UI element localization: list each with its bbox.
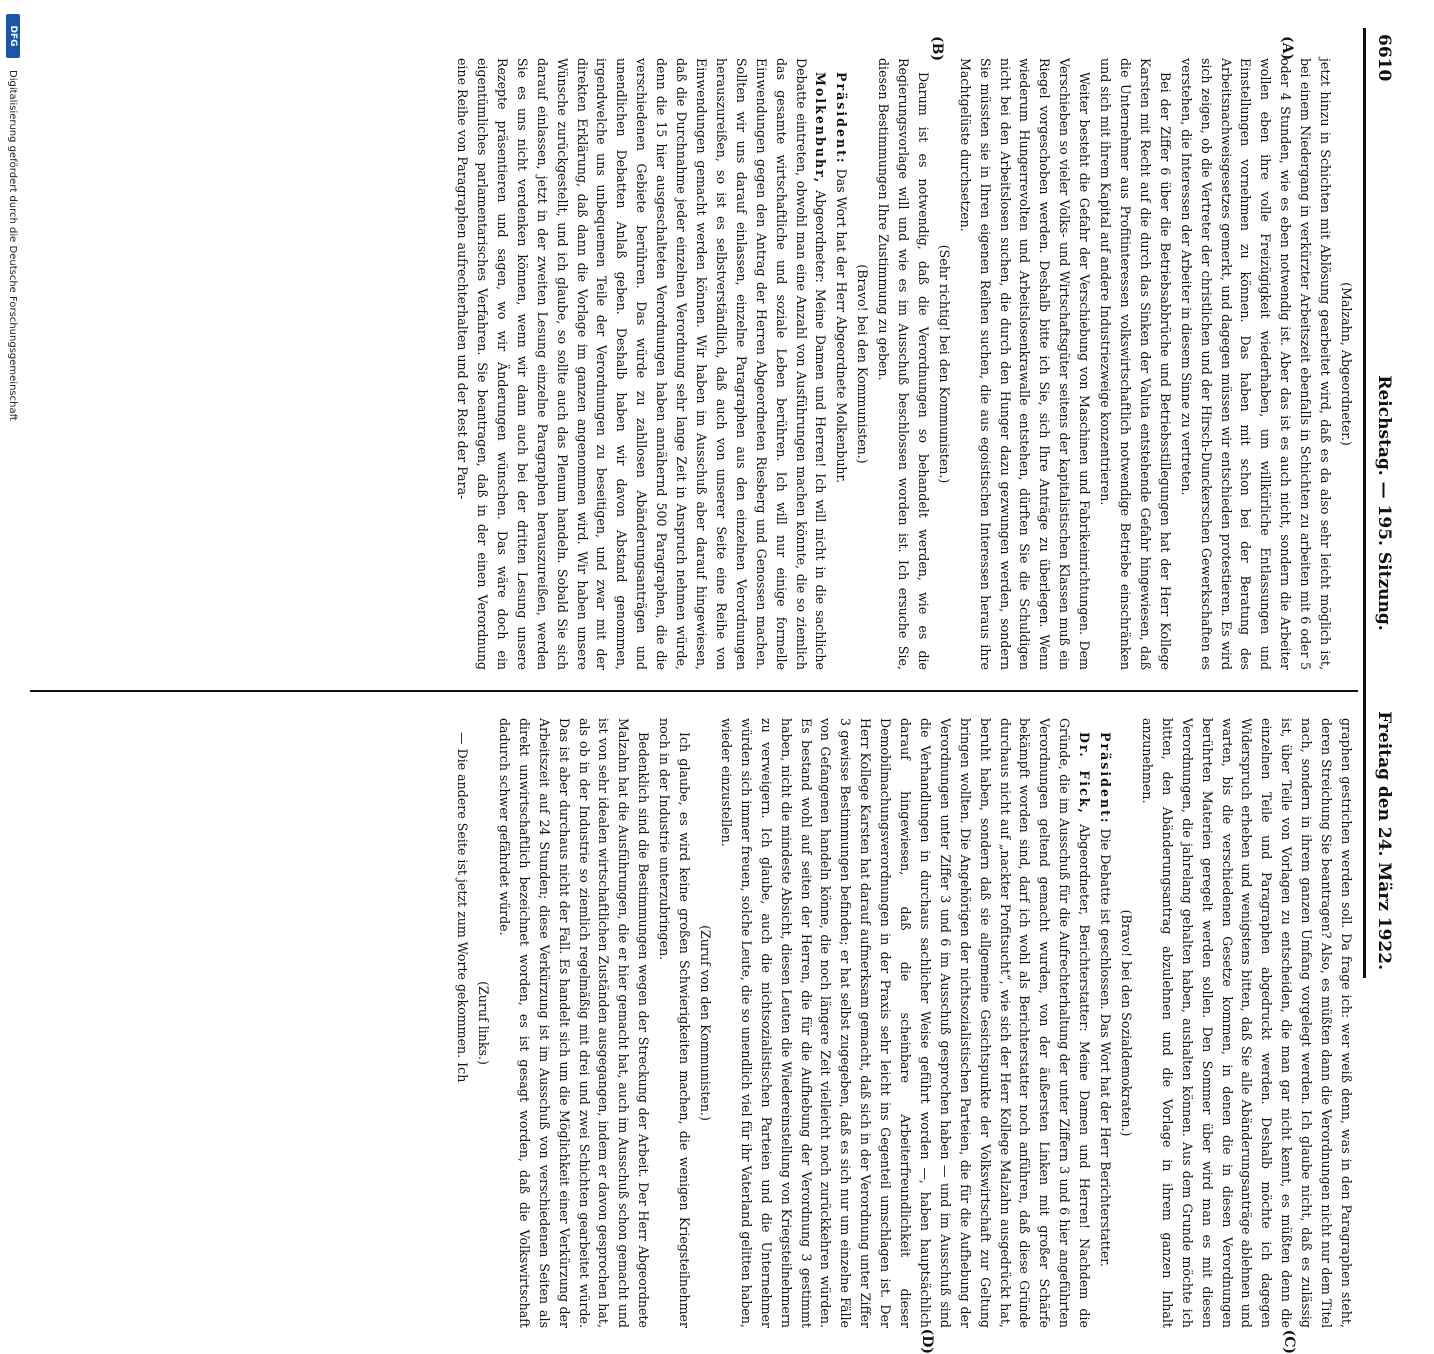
speaker-label: Dr. Fick,	[1077, 732, 1093, 815]
paragraph: jetzt hinzu in Schichten mit Ablösung gearbeitet wird, daß es da also sehr leicht möglich ist, bei einem Niedergang in verkürzter Arbeitszeit ebenfalls in Schichten zu arbeiten mit 6 oder 5 oder 4 Stunden, wie es eben notwendig ist. Aber das ist es auch nicht, sondern die Arbeiter wollen eben ihre volle Freizügigkeit wiederhaben, um willkürliche Entlassungen und Einstellungen vornehmen zu können. Das haben mit schon bei der Beratung des Arbeitsnachweisgesetzes gemerkt, und dagegen müssen wir entschieden protestieren. Es wird sich zeigen, ob die Vertreter der christlichen und der Hirsch-Dunckerschen Gewerkschaften es verstehen, die Interessen der Arbeiter in diesem Sinne zu vertreten.	[1178, 58, 1334, 670]
paragraph-text: Die Debatte ist geschlossen. Das Wort hat der Herr Berichterstatter.	[1098, 828, 1114, 1267]
interjection: (Sehr richtig! bei den Kommunisten.)	[936, 244, 952, 484]
paragraph: Ich glaube, es wird keine großen Schwierigkeiten machen, die wenigen Kriegsteilnehmer noch in der Industrie unterzubringen.	[657, 718, 693, 1328]
column-divider	[30, 690, 1358, 692]
margin-mark-a: (A)	[1279, 36, 1295, 61]
funding-note: Digitalisierung gefördert durch die Deutsche Forschungsgemeinschaft	[7, 70, 18, 421]
paragraph: — Die andere Seite ist jetzt zum Worte gekommen. Ich	[455, 732, 471, 1083]
speaker-continuation: (Malzahn, Abgeordneter.)	[1339, 282, 1354, 446]
speech	[452, 58, 830, 670]
paragraph: Bedenklich sind die Bestimmungen wegen der Streckung der Arbeit. Der Herr Abgeordnete Malzahn hat die Ausführungen, die er hier gemacht hat, auch im Ausschuß schon gemacht und ist von sehr idealen wirtschaftlichen Zuständen ausgegangen, indem er davon gesprochen hat, als ob in der Industrie so ziemlich regelmäßig mit drei und zwei Schichten gearbeitet würde. Das ist aber durchaus nicht der Fall. Es handelt sich um die Möglichkeit einer Verkürzung der Arbeitszeit auf 24 Stunden; diese Verkürzung ist im Ausschuß von verschiedenen Seiten als direkt unwirtschaftlich bezeichnet worden, es ist gesagt worden, daß die Volkswirtschaft dadurch schwer gefährdet würde.	[496, 718, 652, 1328]
right-column	[34, 718, 1356, 1354]
paragraph-text: Abgeordneter, Berichterstatter: Meine Damen und Herren! Nachdem die Gründe, die im Ausschuß für die Aufrechterhaltung der unter Ziffern 3 und 6 hier angeführten Verordnungen geltend gemacht wurden, von der äußersten Linken mit großer Schärfe bekämpft worden sind, darf ich wohl als Berichterstatter noch anführen, daß diese Gründe durchaus nicht auf „nackter Profitsucht“, wie sich der Herr Kollege Malzahn ausgedrückt hat, beruht haben, sondern daß sie allgemeine Gesichtspunkte der Volkswirtschaft zur Geltung bringen wollten. Die Angehörigen der nichtsozialistischen Parteien, die für die Aufhebung der Verordnungen unter Ziffer 3 und 6 im Ausschuß gesprochen haben — und im Ausschuß sind die Verhandlungen in durchaus sachlicher Weise geführt worden —, haben hauptsächlich darauf hingewiesen, daß die scheinbare Arbeiterfreundlichkeit dieser Demobilmachungsverordnungen in der Praxis sehr leicht ins Gegenteil umschlagen ist. Der Herr Kollege Karsten hat darauf aufmerksam gemacht, daß sich in der Verordnung unter Ziffer 3 gewisse Bestimmungen befinden; er hat selbst zugegeben, daß es sich nur um einzelne Fälle von Gefangenen handeln könne, die noch längere Zeit vielleicht noch zurückkehren würden. Es bestand wohl auf seiten der Herren, die für die Aufhebung der Verordnung 3 gestimmt haben, nicht die mindeste Absicht, diesen Leuten die Wiedereinstellung von Kriegsteilnehmern zu verweigern. Ich glaube, auch die nichtsozialistischen Parteien und die Unternehmer würden sich immer freuen, solche Leute, die so unendlich viel für ihr Vaterland gelitten haben, wieder einzustellen.	[718, 718, 1093, 1328]
paragraph-text: Das Wort hat der Herr Abgeordnete Molkenbuhr.	[834, 168, 850, 484]
interjection: (Bravo! bei den Sozialdemokraten.)	[1119, 909, 1135, 1137]
paragraph: Weiter besteht die Gefahr der Verschiebung von Maschinen und Fabrikeinrichtungen. Dem Verschieben so vieler Volks- und Wirtschaftsgüter seitens der kapitalistischen Klassen muß ein Riegel vorgeschoben werden. Deshalb bitte ich Sie, sich Ihre Anträge zu überlegen. Wenn wiederum Hungerrevolten und Arbeitslosenkrawalle entstehen, dürften Sie die Schuldigen nicht bei den Arbeitslosen suchen, die durch den Hunger dazu gezwungen werden, sondern Sie müssten sie in Ihren eigenen Reihen suchen, die aus egoistischen Interessen heraus ihre Machtgelüste durchsetzen.	[957, 58, 1093, 670]
left-column	[34, 36, 1356, 670]
speech	[716, 718, 1094, 1328]
page-header	[1363, 28, 1398, 978]
paragraph-text: Abgeordneter: Meine Damen und Herren! Ich will nicht in die sachliche Debatte eintreten, obwohl man eine Anzahl von Ausführungen machen könnte, die so ziemlich das gesamte wirtschaftliche und soziale Leben berühren. Ich will nur einige formelle Einwendungen gegen den Antrag der Herren Abgeordneten Riesberg und Genossen machen. Sollten wir uns darauf einlassen, einzelne Paragraphen aus den einzelnen Verordnungen herauszureißen, so ist es selbstverständlich, daß auch von unserer Seite eine Reihe von Einwendungen gemacht werden können. Wir haben im Ausschuß aber darauf hingewiesen, daß die Durchnahme jeder einzelnen Verordnung sehr lange Zeit in Anspruch nehmen würde, denn die 15 hier ausgeschalteten Verordnungen haben annähernd 500 Paragraphen, die die verschiedenen Gebiete berühren. Das würde zu zahllosen Abänderungsanträgen und unendlichen Debatten Anlaß geben. Deshalb haben wir davon Abstand genommen, irgendwelche uns unbequemen Teile der Verordnungen zu beseitigen, und zwar mit der direkten Erklärung, daß dann die Vorlage im ganzen angenommen wird. Wir haben unsere Wünsche zurückgestellt, und ich glaube, so sollte auch das Plenum handeln. Sobald Sie sich darauf einlassen, jetzt in der zweiten Lesung einzelne Paragraphen herauszureißen, werden Sie es uns nicht verdenken können, wenn wir dann auch bei der dritten Lesung unsere Rezepte präsentieren und sagen, wo wir Änderungen wünschen. Das wäre doch ein eigentümliches parlamentarisches Verfahren. Sie beantragen, daß in der einen Verordnung eine Reihe von Paragraphen aufrechterhalten und der Rest der Para-	[455, 58, 829, 670]
speaker-label: Präsident:	[1098, 732, 1114, 825]
session-date: Freitag den 24. März 1922.	[1374, 711, 1394, 970]
paragraph: Bei der Ziffer 6 über die Betriebsabbrüche und Betriebsstillegungen hat der Herr Kollege Karsten mit Recht auf die durch das Sinken der Valuta entstehende Gefahr hingewiesen, daß die Unternehmer aus Profitinteressen volkswirtschaftlich notwendige Betriebe einschränken und sich mit ihrem Kapital auf andere Industriezweige konzentrieren.	[1098, 58, 1173, 670]
session-title: Reichstag. — 195. Sitzung.	[1374, 375, 1394, 631]
interjection: (Zuruf links.)	[476, 981, 492, 1065]
speaker-label: Molkenbuhr,	[813, 72, 829, 185]
margin-mark-d: (D)	[919, 1328, 935, 1354]
newspaper-sheet	[24, 28, 1408, 1354]
margin-mark-b: (B)	[929, 36, 945, 62]
interjection: (Bravo! bei den Kommunisten.)	[855, 264, 871, 464]
paragraph: graphen gestrichen werden soll. Da frage ich: wer weiß denn, was in den Paragraphen steht, deren Streichung Sie beantragen? Also, es müßten dann die Verordnungen nicht nur dem Titel nach, sondern in ihrem ganzen Umfang vorgelegt werden. Ich glaube nicht, daß es zulässig ist, über Teile von Vorlagen zu entscheiden, die man gar nicht kennt, es müßten denn die einzelnen Teile und Paragraphen abgedruckt werden. Deshalb möchte ich dagegen Widerspruch erheben und wenigstens bitten, daß Sie alle Abänderungsanträge ablehnen und warten, bis die verschiedenen Gesetze kommen, in denen die in diesen Verordnungen berührten Materien geregelt werden sollen. Den Sommer über wird man es mit diesen Verordnungen, die jahrelang gehalten haben, aushalten können. Aus dem Grunde möchte ich bitten, den Abänderungsantrag abzulehnen und die Vorlage in ihrem ganzen Inhalt anzunehmen.	[1139, 718, 1354, 1328]
digitization-footer	[0, 0, 24, 1000]
page-number: 6610	[1374, 34, 1394, 82]
margin-mark-c: (C)	[1281, 1329, 1297, 1354]
paragraph: Darum ist es notwendig, daß die Verordnungen so behandelt werden, wie es die Regierungsvorlage will und wie es im Ausschuß beschlossen worden ist. Ich ersuche Sie, diesen Bestimmungen Ihre Zustimmung zu geben.	[876, 58, 931, 670]
interjection: (Zuruf von den Kommunisten.)	[698, 925, 713, 1121]
speaker-label: Präsident:	[834, 72, 850, 165]
president-remark	[831, 58, 851, 670]
president-remark	[1095, 718, 1115, 1328]
dfg-logo: DFG	[6, 14, 20, 58]
